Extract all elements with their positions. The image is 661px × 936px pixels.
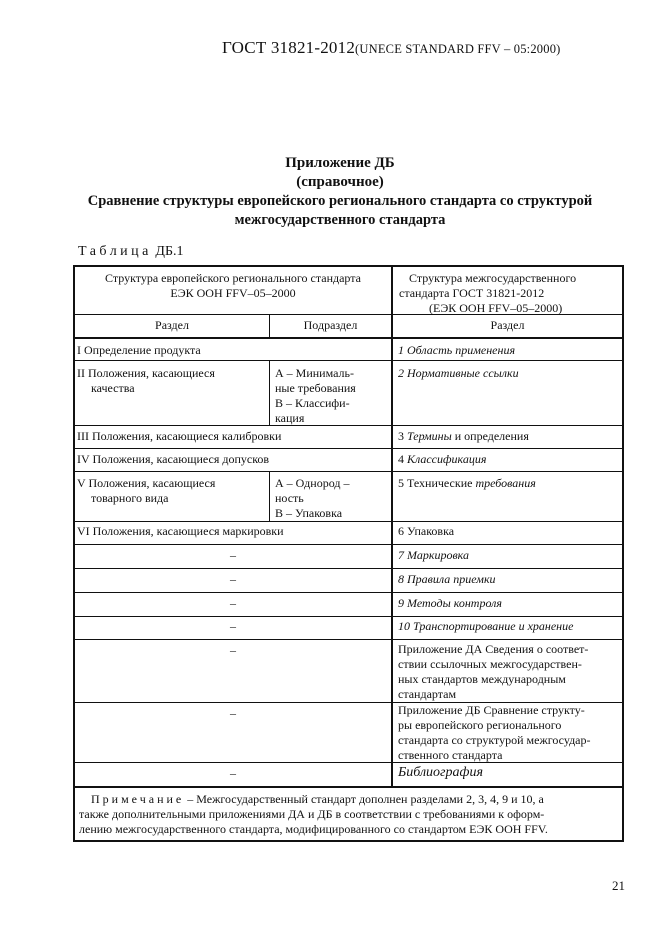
row-line: [73, 639, 624, 640]
row2-sub-line2: ные требования: [275, 381, 356, 395]
row-line: [73, 786, 624, 788]
row-line: [73, 544, 624, 545]
row1-left: I Определение продукта: [77, 343, 201, 357]
row11-right: [398, 642, 620, 702]
appendix-title: Приложение ДБ: [285, 155, 395, 171]
row-line: [73, 448, 624, 449]
row11-dash: –: [230, 643, 236, 657]
row5-right-italic: требования: [475, 476, 536, 490]
row10-dash: –: [230, 619, 236, 633]
row11-right-line2: ствии ссылочных межгосударствен-: [398, 657, 582, 671]
row2-left-line2: качества: [91, 381, 135, 395]
row6-right: 6 Упаковка: [398, 524, 455, 538]
row2-left-line1: II Положения, касающиеся: [77, 366, 215, 380]
row12-right-line2: ры европейского регионального: [398, 718, 562, 732]
row13-right: Библиография: [398, 765, 483, 780]
page-number: 21: [612, 878, 625, 893]
row1-right: 1 Область применения: [398, 343, 516, 357]
row3-right: [398, 429, 529, 444]
row9-dash: –: [230, 596, 236, 610]
row5-left-line1: V Положения, касающиеся: [77, 476, 216, 490]
row5-sub: [275, 476, 389, 521]
appendix-heading-line1: Сравнение структуры европейского регионального стандарта со структурой: [87, 193, 593, 209]
row5-right-num: 5: [398, 476, 404, 490]
row5-sub-line3: В – Упаковка: [275, 506, 343, 520]
note-word: Примечание: [91, 792, 185, 806]
col-section-right-header: Раздел: [490, 318, 525, 332]
appendix-note: (справочное): [296, 174, 384, 190]
row12-dash: –: [230, 706, 236, 720]
table-divider-sub-row2: [269, 360, 270, 425]
row7-right: 7 Маркировка: [398, 548, 469, 562]
table-label: [78, 244, 183, 260]
row-line: [73, 616, 624, 617]
row9-right: 9 Методы контроля: [398, 596, 502, 610]
row5-sub-line1: А – Однород –: [275, 476, 350, 490]
row4-right: [398, 452, 486, 467]
row6-left: VI Положения, касающиеся маркировки: [77, 524, 284, 538]
row7-dash: –: [230, 548, 236, 562]
row2-right: 2 Нормативные ссылки: [398, 366, 519, 380]
right-header-line1: Структура межгосударственного: [409, 271, 577, 285]
row5-left: [77, 476, 267, 506]
row-line: [73, 521, 624, 522]
table-border-right: [622, 265, 624, 842]
unece-standard: (UNECE STANDARD FFV – 05:2000): [355, 42, 561, 56]
row13-dash: –: [230, 766, 236, 780]
table-border-top: [73, 265, 624, 267]
row4-right-italic: Классификация: [407, 452, 487, 466]
row5-left-line2: товарного вида: [91, 491, 169, 505]
row-line: [73, 471, 624, 472]
right-header-line2: стандарта ГОСТ 31821-2012: [399, 286, 545, 300]
row8-right: 8 Правила приемки: [398, 572, 496, 586]
row12-right-line1: Приложение ДБ Сравнение структу-: [398, 703, 585, 717]
row3-right-plain: и определения: [454, 429, 529, 443]
col-subsection-header: Подраздел: [303, 318, 358, 332]
table-note: [79, 792, 619, 837]
gost-number: ГОСТ 31821-2012: [222, 38, 356, 57]
table-label-number: ДБ.1: [155, 244, 184, 259]
row3-right-num: 3: [398, 429, 404, 443]
col-section-header: Раздел: [155, 318, 189, 332]
table-border-bottom: [73, 840, 624, 842]
table-label-word: Таблица: [78, 244, 152, 259]
comparison-table: [73, 265, 624, 842]
row11-right-line4: стандартам: [398, 687, 457, 701]
left-header-line2: ЕЭК ООН FFV–05–2000: [170, 286, 296, 300]
row12-right-line4: ственного стандарта: [398, 748, 503, 762]
row-line: [73, 568, 624, 569]
row4-left: IV Положения, касающиеся допусков: [77, 452, 270, 466]
note-line3: лению межгосударственного стандарта, модифицированного со стандартом ЕЭК ООН FFV.: [79, 822, 548, 836]
row11-right-line1: Приложение ДА Сведения о соответ-: [398, 642, 589, 656]
row2-sub-line1: А – Минималь-: [275, 366, 355, 380]
row11-right-line3: ных стандартов международным: [398, 672, 566, 686]
row2-sub-line3: В – Классифи-: [275, 396, 350, 410]
row2-left: [77, 366, 267, 396]
right-structure-header: [399, 271, 621, 316]
row8-dash: –: [230, 572, 236, 586]
table-divider-sub-row5: [269, 471, 270, 521]
row-line: [73, 592, 624, 593]
left-header-line1: Структура европейского регионального стандарта: [105, 271, 361, 285]
left-structure-header: [75, 271, 391, 301]
note-line2: также дополнительными приложениями ДА и ДБ в соответствии с требованиями к оформ-: [79, 807, 545, 821]
row12-right: [398, 703, 620, 763]
appendix-heading-line2: межгосударственного стандарта: [234, 212, 446, 228]
note-line1: – Межгосударственный стандарт дополнен разделами 2, 3, 4, 9 и 10, а: [184, 792, 544, 806]
right-header-line3: (ЕЭК ООН FFV–05–2000): [429, 301, 563, 315]
row-line: [73, 360, 624, 361]
row12-right-line3: стандарта со структурой межгосудар-: [398, 733, 591, 747]
row2-sub: [275, 366, 389, 426]
row10-right: 10 Транспортирование и хранение: [398, 619, 574, 633]
row3-right-italic: Термины: [407, 429, 452, 443]
document-header: [222, 38, 561, 58]
row4-right-num: 4: [398, 452, 404, 466]
table-divider-main: [391, 265, 393, 787]
row5-sub-line2: ность: [275, 491, 304, 505]
row-line: [73, 337, 624, 339]
row3-left: III Положения, касающиеся калибровки: [77, 429, 282, 443]
row5-right: [398, 476, 536, 491]
row5-right-plain: Технические: [407, 476, 473, 490]
row2-sub-line4: кация: [275, 411, 305, 425]
